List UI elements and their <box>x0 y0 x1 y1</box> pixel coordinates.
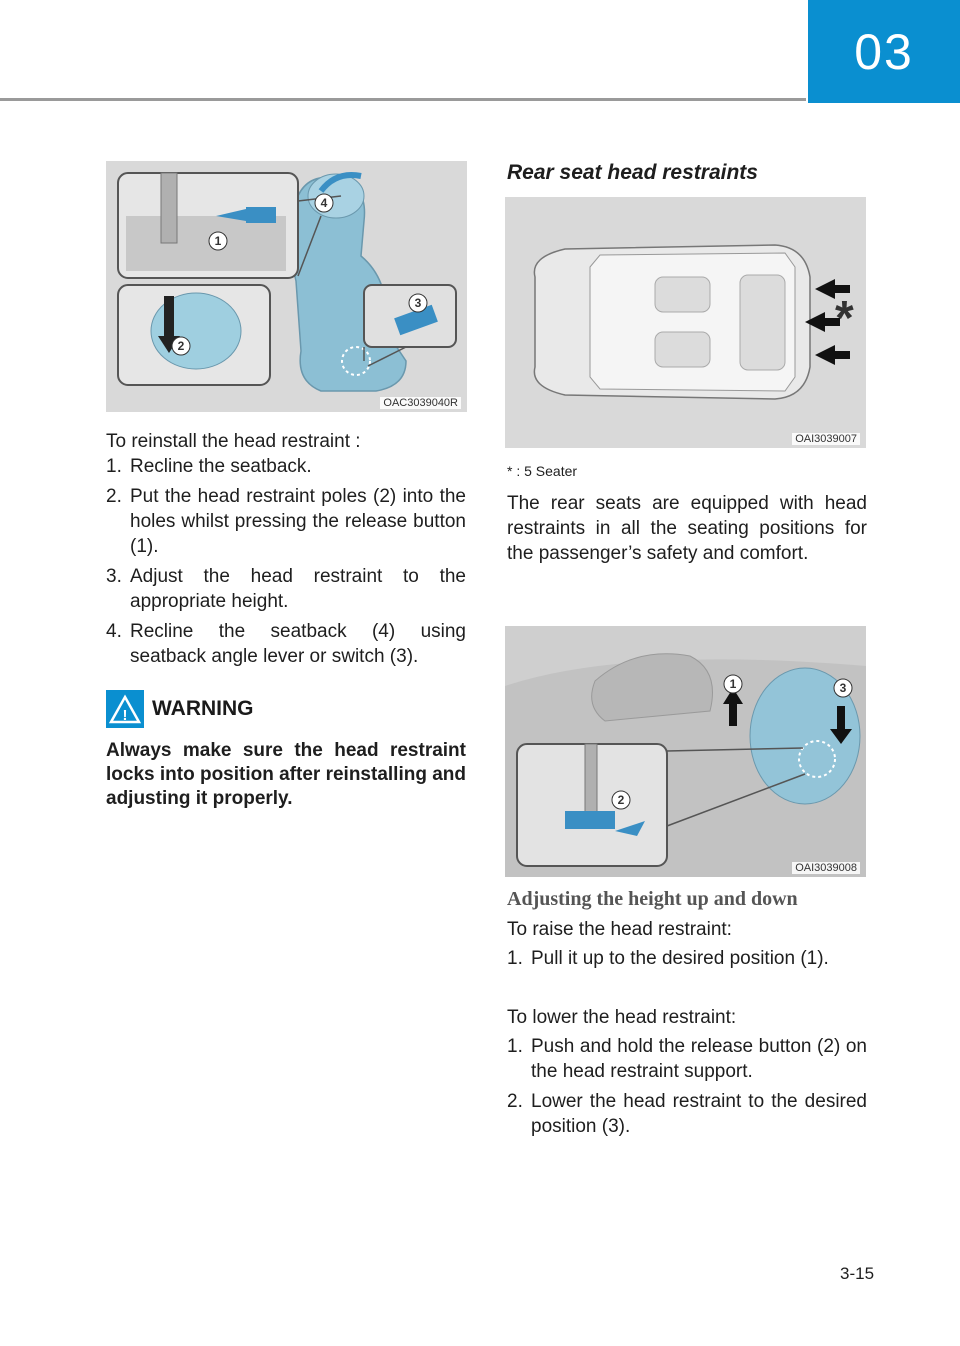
warning-badge <box>106 690 144 728</box>
list-item: 3. Adjust the head restraint to the appropriate height. <box>106 566 466 612</box>
list-item: 1. Pull it up to the desired position (1). <box>507 948 829 969</box>
car-illustration <box>505 197 866 448</box>
page-number: 3-15 <box>840 1264 875 1283</box>
figure-code: OAI3039007 <box>792 433 860 445</box>
figure-head-restraint-reinstall <box>106 161 467 412</box>
figure-rear-head-restraint <box>505 626 866 877</box>
callout-2: 2 <box>617 793 625 807</box>
list-item: 4. Recline the seatback (4) using seatback angle lever or switch (3). <box>106 621 466 667</box>
figure-car-top-view <box>505 197 866 448</box>
seater-asterisk: * <box>835 292 854 345</box>
figure-code: OAC3039040R <box>380 397 461 409</box>
rear-intro: The rear seats are equipped with head restraints in all the seating positions for the passenger’s safety and comfort. <box>507 493 867 564</box>
raise-intro: To raise the head restraint: <box>507 919 732 940</box>
seater-note: * : 5 Seater <box>507 463 578 479</box>
chapter-number: 03 <box>854 23 914 80</box>
callout-1: 1 <box>214 234 222 248</box>
header-rule <box>0 98 806 101</box>
callout-4: 4 <box>320 196 328 210</box>
callout-1: 1 <box>729 677 737 691</box>
chapter-tab <box>808 0 960 103</box>
warning-title: WARNING <box>152 697 254 720</box>
lower-intro: To lower the head restraint: <box>507 1007 737 1028</box>
list-item: 2. Put the head restraint poles (2) into the holes whilst pressing the release button (1). <box>106 486 466 557</box>
warning-triangle-icon <box>106 690 144 728</box>
callout-2: 2 <box>177 339 185 353</box>
reinstall-steps <box>106 454 466 674</box>
lower-steps <box>507 1034 867 1144</box>
section-heading: Rear seat head restraints <box>507 161 758 184</box>
figure-code: OAI3039008 <box>792 862 860 874</box>
seat-illustration <box>106 161 467 412</box>
rear-seat-illustration <box>505 626 866 877</box>
callout-3: 3 <box>414 296 422 310</box>
callout-3: 3 <box>839 681 847 695</box>
list-item: 2. Lower the head restraint to the desired position (3). <box>507 1091 867 1137</box>
svg-text:!: ! <box>122 707 128 724</box>
warning-text: Always make sure the head restraint locks into position after reinstalling and adjusting it properly. <box>106 740 466 809</box>
list-item: 1. Push and hold the release button (2) on the head restraint support. <box>507 1036 867 1082</box>
list-item: 1. Recline the seatback. <box>106 456 312 477</box>
reinstall-intro: To reinstall the head restraint : <box>106 431 361 452</box>
raise-steps <box>507 946 867 976</box>
subheading: Adjusting the height up and down <box>507 888 798 910</box>
